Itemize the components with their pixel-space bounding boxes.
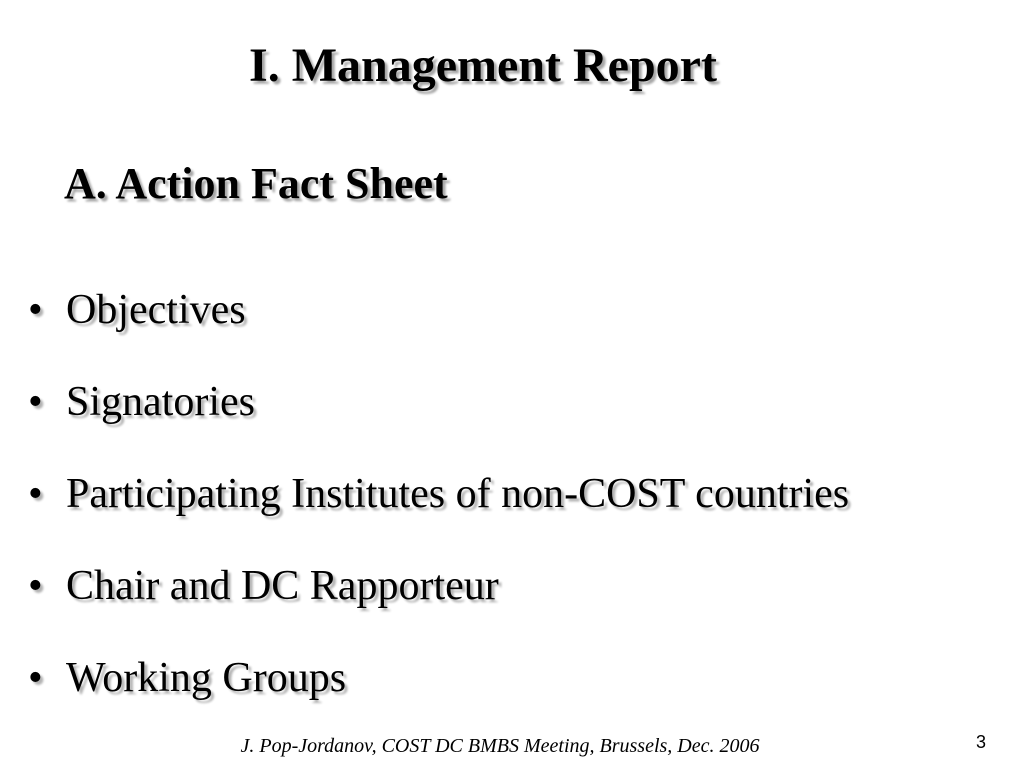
bullet-text: Signatories [66,379,255,425]
bullet-list [0,282,1024,742]
bullet-item [0,466,1024,558]
bullet-text: Objectives [66,287,246,333]
bullet-text: Participating Institutes of non-COST countries [66,471,850,517]
bullet-item [0,558,1024,650]
bullet-icon: • [28,471,43,517]
bullet-icon: • [28,379,43,425]
page-number: 3 [976,732,987,752]
slide-footer: J. Pop-Jordanov, COST DC BMBS Meeting, Brussels, Dec. 2006 [240,735,760,757]
bullet-item [0,650,1024,742]
bullet-icon: • [28,563,43,609]
slide-subtitle: A. Action Fact Sheet [64,159,448,208]
bullet-item [0,282,1024,374]
slide-title: I. Management Report [249,39,717,92]
bullet-text: Chair and DC Rapporteur [66,563,499,609]
bullet-item [0,374,1024,466]
bullet-icon: • [28,287,43,333]
bullet-text: Working Groups [66,655,347,701]
bullet-icon: • [28,655,43,701]
